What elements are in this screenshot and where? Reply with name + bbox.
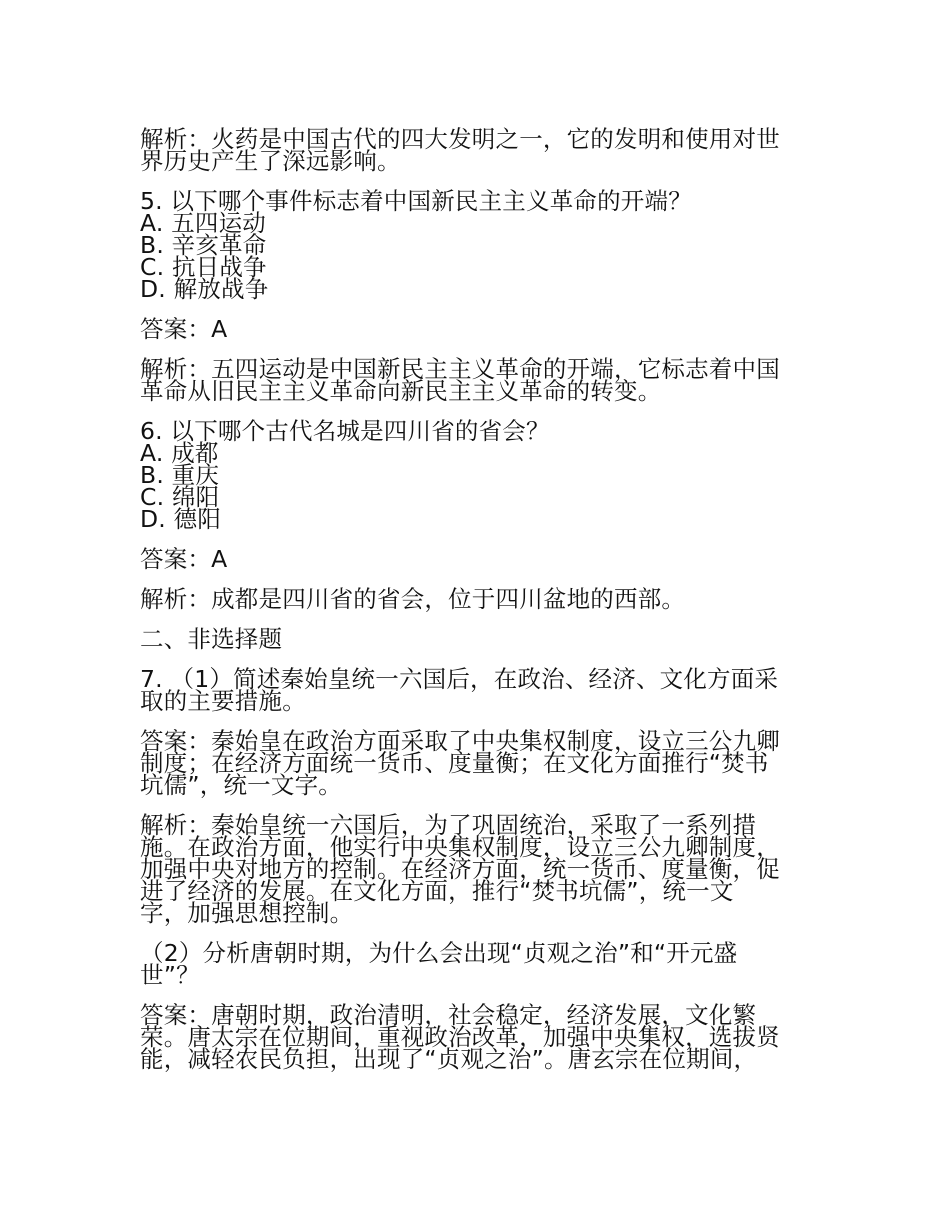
section-title: [140, 625, 812, 653]
answer-text: 答案：A: [140, 545, 228, 573]
text-line: 答案：唐朝时期，政治清明，社会稳定，经济发展，文化繁: [140, 1001, 757, 1029]
text-line: 坑儒”，统一文字。: [140, 771, 342, 799]
question-text: 5. 以下哪个事件标志着中国新民主主义革命的开端？: [140, 187, 692, 215]
question-text: 6. 以下哪个古代名城是四川省的省会？: [140, 417, 550, 445]
q5-answer: [140, 315, 812, 343]
option-a: A. 成都: [140, 439, 219, 467]
option-c: C. 抗日战争: [140, 253, 267, 281]
q6-analysis: [140, 585, 812, 613]
text-line: 界历史产生了深远影响。: [140, 147, 401, 175]
text-line: 制度；在经济方面统一货币、度量衡；在文化方面推行“焚书: [140, 749, 769, 777]
question-7-2: [140, 939, 812, 989]
option-b: B. 辛亥革命: [140, 231, 267, 259]
text-line: 解析：五四运动是中国新民主主义革命的开端，它标志着中国: [140, 355, 780, 383]
text-line: 解析：秦始皇统一六国后，为了巩固统治，采取了一系列措: [140, 811, 757, 839]
option-d: D. 解放战争: [140, 275, 269, 303]
text-line: 解析：火药是中国古代的四大发明之一，它的发明和使用对世: [140, 125, 780, 153]
q5-analysis: [140, 355, 812, 405]
document-page: [140, 125, 812, 1088]
text-line: 加强中央对地方的控制。在经济方面，统一货币、度量衡，促: [140, 855, 780, 883]
text-line: 7. （1）简述秦始皇统一六国后，在政治、经济、文化方面采: [140, 665, 779, 693]
text-line: 答案：秦始皇在政治方面采取了中央集权制度，设立三公九卿: [140, 727, 780, 755]
text-line: 进了经济的发展。在文化方面，推行“焚书坑儒”，统一文: [140, 877, 734, 905]
question-6: [140, 417, 812, 533]
text-line: 荣。唐太宗在位期间，重视政治改革，加强中央集权，选拔贤: [140, 1023, 780, 1051]
question-7-1: [140, 665, 812, 715]
option-c: C. 绵阳: [140, 483, 220, 511]
option-b: B. 重庆: [140, 461, 220, 489]
text-line: 能，减轻农民负担，出现了“贞观之治”。唐玄宗在位期间，: [140, 1045, 758, 1073]
q7-1-analysis: [140, 811, 812, 927]
question-5: [140, 187, 812, 303]
option-a: A. 五四运动: [140, 209, 267, 237]
text-line: 字，加强思想控制。: [140, 899, 354, 927]
text-line: 革命从旧民主主义革命向新民主主义革命的转变。: [140, 377, 662, 405]
q4-analysis: [140, 125, 812, 175]
option-d: D. 德阳: [140, 505, 222, 533]
q7-2-answer: [140, 1001, 812, 1073]
text-line: 解析：成都是四川省的省会，位于四川盆地的西部。: [140, 585, 686, 613]
text-line: 施。在政治方面，他实行中央集权制度，设立三公九卿制度，: [140, 833, 780, 861]
text-line: （2）分析唐朝时期，为什么会出现“贞观之治”和“开元盛: [140, 939, 738, 967]
text-line: 世”？: [140, 961, 200, 989]
q7-1-answer: [140, 727, 812, 799]
answer-text: 答案：A: [140, 315, 228, 343]
section-heading: 二、非选择题: [140, 625, 283, 653]
q6-answer: [140, 545, 812, 573]
text-line: 取的主要措施。: [140, 687, 306, 715]
